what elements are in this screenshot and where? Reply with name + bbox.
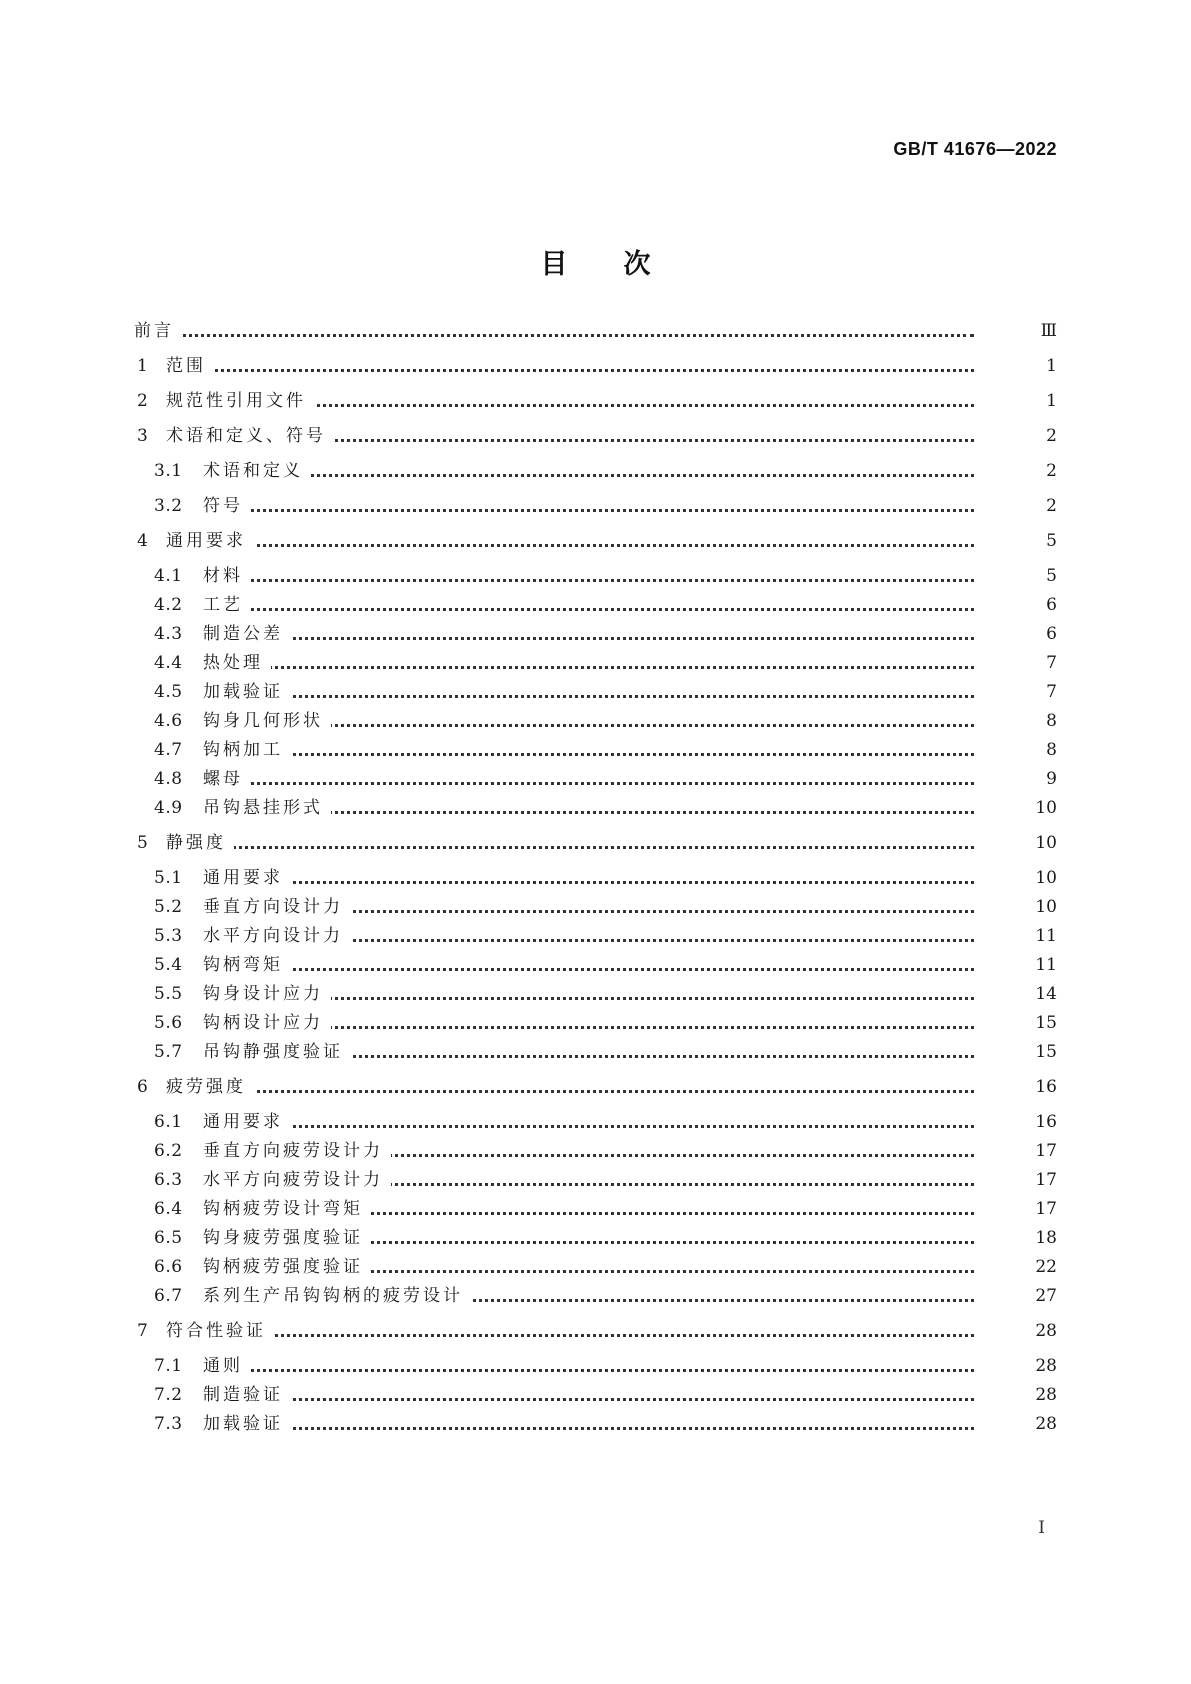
toc-entry-page: 18	[1011, 1225, 1057, 1251]
toc-entry-number: 5.3	[154, 926, 183, 946]
toc-leader-dots	[203, 579, 974, 582]
toc-leader-dots	[203, 968, 974, 971]
toc-entry	[0, 923, 1191, 949]
toc-entry-page: 10	[1011, 894, 1057, 920]
toc-entry-number: 5.6	[154, 1013, 183, 1033]
toc-entry-number: 4.8	[154, 769, 183, 789]
toc-entry	[0, 621, 1191, 647]
toc-entry-title: 加载验证	[203, 679, 291, 705]
toc-entry-page: 10	[1011, 865, 1057, 891]
toc-entry	[0, 981, 1191, 1007]
toc-entry	[0, 1167, 1191, 1193]
toc-entry-title: 范围	[166, 353, 214, 379]
toc-entry-page: 6	[1011, 621, 1057, 647]
toc-entry-title: 水平方向设计力	[203, 923, 351, 949]
toc-entry-page: 1	[1011, 388, 1057, 414]
toc-entry-page: 17	[1011, 1196, 1057, 1222]
toc-entry-page: 11	[1011, 952, 1057, 978]
toc-leader-dots	[203, 1369, 974, 1372]
toc-entry	[0, 737, 1191, 763]
toc-entry-page: 14	[1011, 981, 1057, 1007]
toc-entry-page: 2	[1011, 493, 1057, 519]
toc-leader-dots	[203, 1398, 974, 1401]
toc-leader-dots	[203, 637, 974, 640]
toc-entry	[0, 1353, 1191, 1379]
toc-entry-page: 27	[1011, 1283, 1057, 1309]
toc-entry-title: 术语和定义	[203, 458, 311, 484]
toc-entry	[0, 1225, 1191, 1251]
standard-code: GB/T 41676—2022	[893, 139, 1057, 159]
toc-leader-dots	[134, 334, 974, 337]
toc-entry-title: 通用要求	[166, 528, 254, 554]
toc-entry-number: 6.4	[154, 1199, 183, 1219]
toc-entry-title: 加载验证	[203, 1411, 291, 1437]
toc-entry	[0, 493, 1191, 519]
toc-entry-number: 3.1	[154, 461, 183, 481]
toc-entry	[0, 650, 1191, 676]
toc-entry-title: 垂直方向疲劳设计力	[203, 1138, 391, 1164]
toc-entry-page: 11	[1011, 923, 1057, 949]
toc-entry-page: 8	[1011, 708, 1057, 734]
toc-entry-number: 1	[137, 356, 149, 376]
toc-entry	[0, 1382, 1191, 1408]
toc-entry	[0, 865, 1191, 891]
toc-entry	[0, 830, 1191, 856]
toc-entry-number: 4.4	[154, 653, 183, 673]
toc-entry-title: 垂直方向设计力	[203, 894, 351, 920]
toc-leader-dots	[203, 608, 974, 611]
toc-entry-page: 17	[1011, 1167, 1057, 1193]
toc-entry-page: 28	[1011, 1382, 1057, 1408]
toc-entry-title: 水平方向疲劳设计力	[203, 1167, 391, 1193]
toc-leader-dots	[203, 1427, 974, 1430]
toc-entry-title: 规范性引用文件	[166, 388, 314, 414]
toc-entry-title: 钩柄加工	[203, 737, 291, 763]
toc-entry-number: 5.5	[154, 984, 183, 1004]
toc-entry	[0, 1318, 1191, 1344]
toc-entry-title: 前言	[134, 318, 182, 344]
toc-entry-page: 7	[1011, 650, 1057, 676]
toc-entry-title: 通用要求	[203, 1109, 291, 1135]
toc-entry-number: 3	[137, 426, 149, 446]
toc-entry-title: 钩身设计应力	[203, 981, 331, 1007]
toc-entry-page: 2	[1011, 458, 1057, 484]
toc-entry-number: 4.6	[154, 711, 183, 731]
toc-entry-number: 4.2	[154, 595, 183, 615]
toc-entry-number: 5.1	[154, 868, 183, 888]
page-number: I	[1038, 1518, 1045, 1538]
toc-entry-page: 9	[1011, 766, 1057, 792]
toc-entry-page: 28	[1011, 1318, 1057, 1344]
toc-entry-title: 符合性验证	[166, 1318, 274, 1344]
toc-entry	[0, 679, 1191, 705]
toc-entry-page: 16	[1011, 1109, 1057, 1135]
toc-entry	[0, 1010, 1191, 1036]
toc-entry-number: 7.3	[154, 1414, 183, 1434]
toc-entry	[0, 1039, 1191, 1065]
toc-entry-title: 吊钩静强度验证	[203, 1039, 351, 1065]
toc-entry	[0, 708, 1191, 734]
toc-entry-title: 疲劳强度	[166, 1074, 254, 1100]
toc-entry	[0, 1074, 1191, 1100]
toc-leader-dots	[203, 753, 974, 756]
toc-entry-number: 6.2	[154, 1141, 183, 1161]
toc-entry	[0, 1283, 1191, 1309]
toc-entry-title: 钩柄弯矩	[203, 952, 291, 978]
toc-entry-number: 7.2	[154, 1385, 183, 1405]
toc-entry-number: 3.2	[154, 496, 183, 516]
toc-entry-page: 5	[1011, 528, 1057, 554]
toc-entry-title: 静强度	[166, 830, 234, 856]
toc-entry-number: 7	[137, 1321, 149, 1341]
toc-entry-title: 符号	[203, 493, 251, 519]
toc-entry	[0, 795, 1191, 821]
toc-entry	[0, 1138, 1191, 1164]
toc-entry-number: 7.1	[154, 1356, 183, 1376]
toc-entry-page: Ⅲ	[1011, 318, 1057, 344]
toc-entry-page: 6	[1011, 592, 1057, 618]
toc-entry	[0, 528, 1191, 554]
toc-entry	[0, 592, 1191, 618]
toc-entry	[0, 894, 1191, 920]
toc-entry	[0, 766, 1191, 792]
toc-entry-page: 17	[1011, 1138, 1057, 1164]
toc-entry-page: 28	[1011, 1353, 1057, 1379]
toc-entry-page: 5	[1011, 563, 1057, 589]
toc-entry-page: 28	[1011, 1411, 1057, 1437]
toc-entry-number: 4	[137, 531, 149, 551]
toc-entry	[0, 1196, 1191, 1222]
toc-entry-number: 2	[137, 391, 149, 411]
toc-entry-number: 4.3	[154, 624, 183, 644]
toc-entry-number: 6	[137, 1077, 149, 1097]
toc-entry	[0, 1254, 1191, 1280]
toc-entry	[0, 388, 1191, 414]
toc-entry-title: 工艺	[203, 592, 251, 618]
toc-leader-dots	[203, 695, 974, 698]
page-title: 目次	[540, 249, 707, 280]
toc-leader-dots	[166, 1090, 974, 1093]
toc-entry-page: 15	[1011, 1010, 1057, 1036]
toc-entry-number: 5.7	[154, 1042, 183, 1062]
toc-entry-page: 10	[1011, 795, 1057, 821]
toc-leader-dots	[203, 1125, 974, 1128]
toc-entry	[0, 458, 1191, 484]
toc-entry	[0, 1109, 1191, 1135]
toc-entry-number: 6.3	[154, 1170, 183, 1190]
toc-entry	[0, 423, 1191, 449]
toc-entry-title: 系列生产吊钩钩柄的疲劳设计	[203, 1283, 471, 1309]
toc-entry-title: 术语和定义、符号	[166, 423, 334, 449]
toc-entry	[0, 952, 1191, 978]
toc-entry-number: 5	[137, 833, 149, 853]
toc-entry-page: 7	[1011, 679, 1057, 705]
toc-entry-title: 吊钩悬挂形式	[203, 795, 331, 821]
toc-entry-number: 5.2	[154, 897, 183, 917]
toc-leader-dots	[203, 474, 974, 477]
toc-leader-dots	[203, 881, 974, 884]
toc-entry-page: 15	[1011, 1039, 1057, 1065]
toc-leader-dots	[166, 544, 974, 547]
toc-entry-number: 4.1	[154, 566, 183, 586]
toc-leader-dots	[203, 782, 974, 785]
toc-entry-title: 材料	[203, 563, 251, 589]
toc-entry-number: 6.5	[154, 1228, 183, 1248]
toc-leader-dots	[166, 1334, 974, 1337]
toc-entry-number: 5.4	[154, 955, 183, 975]
toc-entry-title: 热处理	[203, 650, 271, 676]
toc-entry	[0, 353, 1191, 379]
toc-entry	[0, 1411, 1191, 1437]
toc-entry	[0, 318, 1191, 344]
toc-entry-number: 4.7	[154, 740, 183, 760]
toc-leader-dots	[166, 846, 974, 849]
toc-entry-title: 螺母	[203, 766, 251, 792]
toc-leader-dots	[203, 666, 974, 669]
toc-entry-page: 16	[1011, 1074, 1057, 1100]
toc-entry-title: 通用要求	[203, 865, 291, 891]
toc-entry-number: 6.6	[154, 1257, 183, 1277]
toc-leader-dots	[203, 509, 974, 512]
toc-entry-number: 4.5	[154, 682, 183, 702]
toc-entry-title: 钩柄设计应力	[203, 1010, 331, 1036]
toc-leader-dots	[166, 369, 974, 372]
toc-entry	[0, 563, 1191, 589]
toc-entry-page: 8	[1011, 737, 1057, 763]
toc-entry-page: 2	[1011, 423, 1057, 449]
toc-entry-number: 4.9	[154, 798, 183, 818]
toc-entry-title: 钩身几何形状	[203, 708, 331, 734]
toc-entry-number: 6.7	[154, 1286, 183, 1306]
toc-entry-title: 通则	[203, 1353, 251, 1379]
toc-entry-title: 钩柄疲劳设计弯矩	[203, 1196, 371, 1222]
toc-entry-page: 10	[1011, 830, 1057, 856]
toc-entry-title: 制造公差	[203, 621, 291, 647]
toc-entry-number: 6.1	[154, 1112, 183, 1132]
toc-entry-page: 22	[1011, 1254, 1057, 1280]
toc-entry-title: 制造验证	[203, 1382, 291, 1408]
toc-entry-title: 钩身疲劳强度验证	[203, 1225, 371, 1251]
toc-entry-page: 1	[1011, 353, 1057, 379]
toc-entry-title: 钩柄疲劳强度验证	[203, 1254, 371, 1280]
